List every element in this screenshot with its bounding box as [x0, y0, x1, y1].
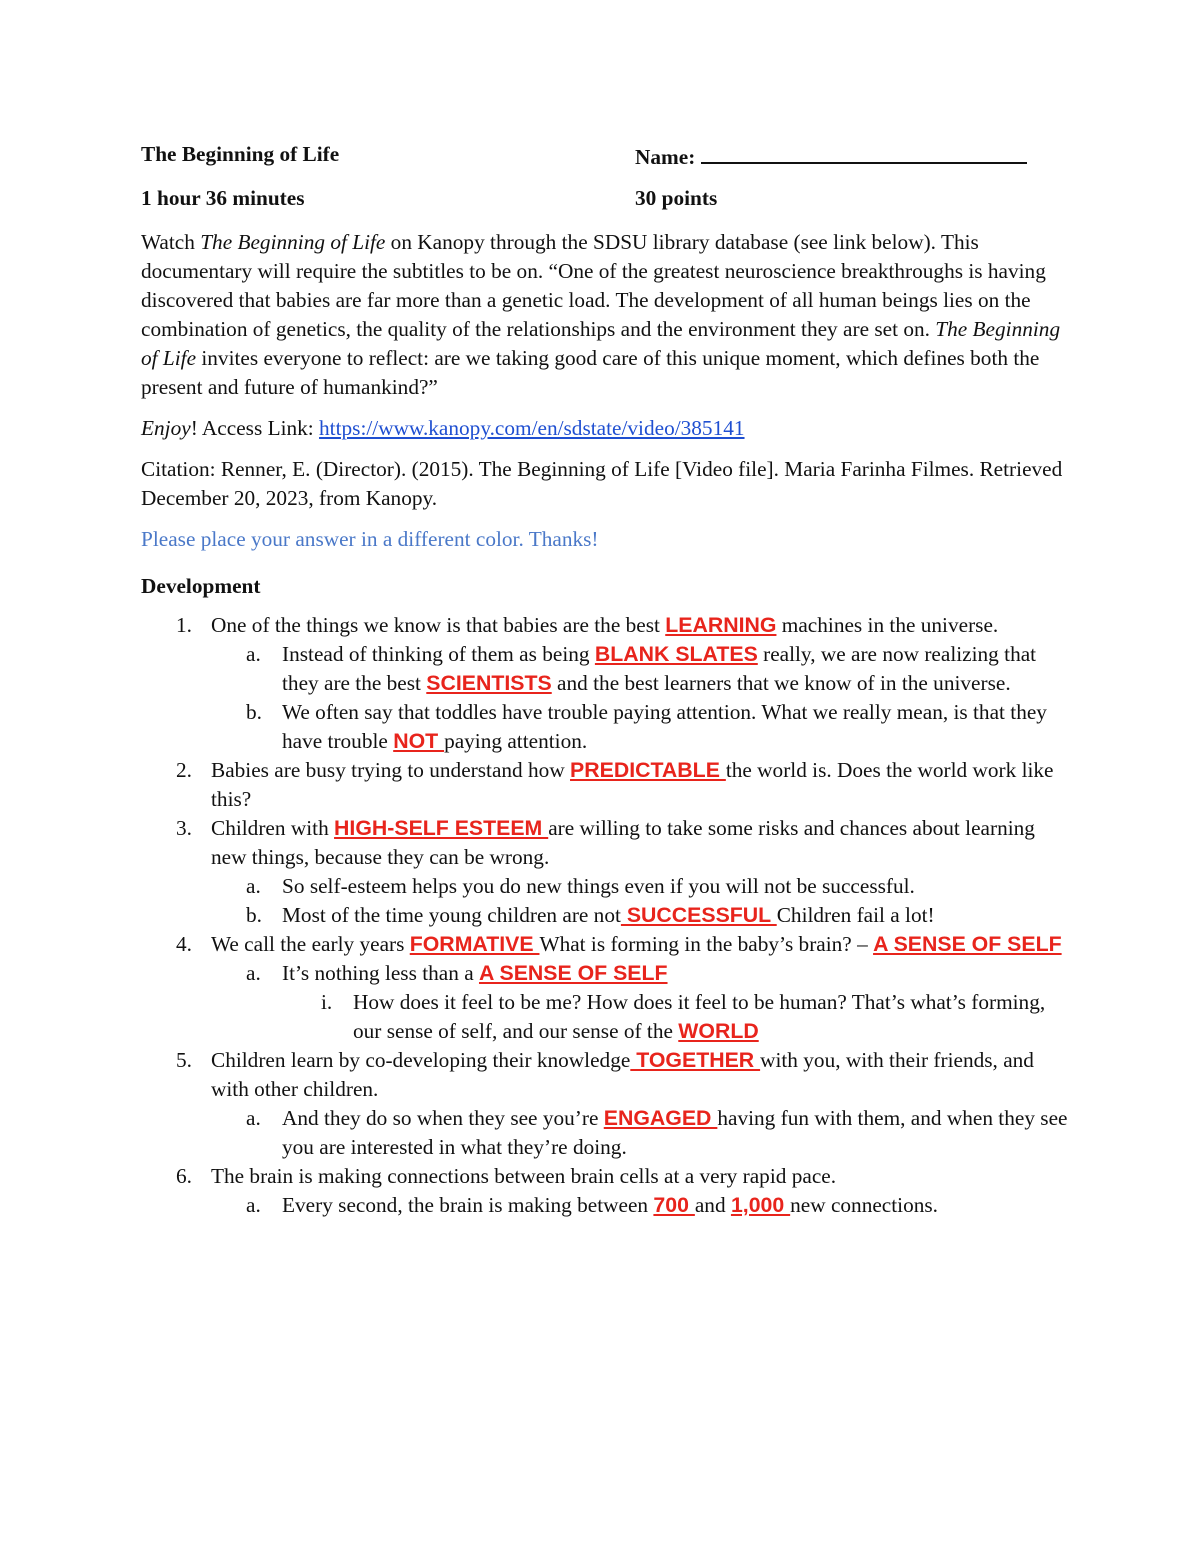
list-item: 3. Children with HIGH-SELF ESTEEM are willing to take some risks and chances about learning new things, because they can be wrong.	[176, 816, 1035, 869]
list-item: a. So self-esteem helps you do new things even if you will not be successful.	[246, 874, 915, 898]
answer: HIGH-SELF ESTEEM	[334, 816, 549, 840]
answer: A SENSE OF SELF	[873, 932, 1062, 956]
access-link-line: Enjoy! Access Link: https://www.kanopy.com/en/sdstate/video/385141	[141, 416, 745, 440]
answer: SCIENTISTS	[426, 671, 552, 695]
kanopy-link[interactable]: https://www.kanopy.com/en/sdstate/video/385141	[319, 416, 745, 440]
answer: NOT	[393, 729, 445, 753]
list-item: 5. Children learn by co-developing their knowledge TOGETHER with you, with their friends, and with other children.	[176, 1048, 1034, 1101]
duration: 1 hour 36 minutes	[141, 186, 305, 210]
list-item: a. And they do so when they see you’re ENGAGED having fun with them, and when they see you are interested in what they’re doing.	[246, 1106, 1068, 1159]
answer: TOGETHER	[630, 1048, 761, 1072]
points: 30 points	[635, 186, 718, 210]
answer: LEARNING	[665, 613, 777, 637]
name-field[interactable]	[635, 140, 1027, 172]
list-item: a. It’s nothing less than a A SENSE OF SELF	[246, 961, 668, 985]
answer: WORLD	[678, 1019, 759, 1043]
answer: A SENSE OF SELF	[478, 961, 668, 985]
citation: Citation: Renner, E. (Director). (2015). The Beginning of Life [Video file]. Maria Farinha Filmes. Retrieved December 20, 2023, from Kanopy.	[141, 457, 1063, 510]
section-heading: Development	[141, 574, 261, 598]
answer: ENGAGED	[603, 1106, 718, 1130]
intro-paragraph: Watch The Beginning of Life on Kanopy through the SDSU library database (see link below). This documentary will require the subtitles to be on. “One of the greatest neuroscience breakthroughs is having discovered that babies are far more than a genetic load. The development of all human beings lies on the combination of genetics, the quality of the relationships and the environment they are set on. The Beginning of Life invites everyone to reflect: are we taking good care of this unique moment, which defines both the present and future of humankind?”	[141, 230, 1061, 399]
list-item: i. How does it feel to be me? How does it feel to be human? That’s what’s forming, our sense of self, and our sense of the WORLD	[321, 990, 1046, 1043]
name-label: Name:	[635, 145, 696, 169]
answer: PREDICTABLE	[570, 758, 726, 782]
list-item: b. Most of the time young children are not SUCCESSFUL Children fail a lot!	[246, 903, 935, 927]
list-item: a. Every second, the brain is making between 700 and 1,000 new connections.	[246, 1193, 939, 1217]
header-row-2	[141, 184, 1071, 228]
answer: 1,000	[730, 1193, 791, 1217]
list-item: 6. The brain is making connections between brain cells at a very rapid pace.	[176, 1164, 837, 1188]
list-item: 4. We call the early years FORMATIVE What is forming in the baby’s brain? – A SENSE OF SELF	[176, 932, 1062, 956]
list-item: 1. One of the things we know is that babies are the best LEARNING machines in the universe.	[176, 613, 999, 637]
document-page	[141, 140, 1071, 1220]
answer: 700	[653, 1193, 695, 1217]
header-row-1	[141, 140, 1071, 184]
answer: BLANK SLATES	[594, 642, 758, 666]
answer: FORMATIVE	[409, 932, 540, 956]
list-item: b. We often say that toddles have trouble paying attention. What we really mean, is that they have trouble NOT paying attention.	[246, 700, 1047, 753]
doc-title: The Beginning of Life	[141, 142, 340, 166]
answer: SUCCESSFUL	[620, 903, 777, 927]
list-item: a. Instead of thinking of them as being BLANK SLATES really, we are now realizing that they are the best SCIENTISTS and the best learners that we know of in the universe.	[246, 642, 1037, 695]
list-item: 2. Babies are busy trying to understand how PREDICTABLE the world is. Does the world work like this?	[176, 758, 1054, 811]
name-blank-line[interactable]	[701, 140, 1027, 164]
instruction-text: Please place your answer in a different color. Thanks!	[141, 527, 599, 551]
